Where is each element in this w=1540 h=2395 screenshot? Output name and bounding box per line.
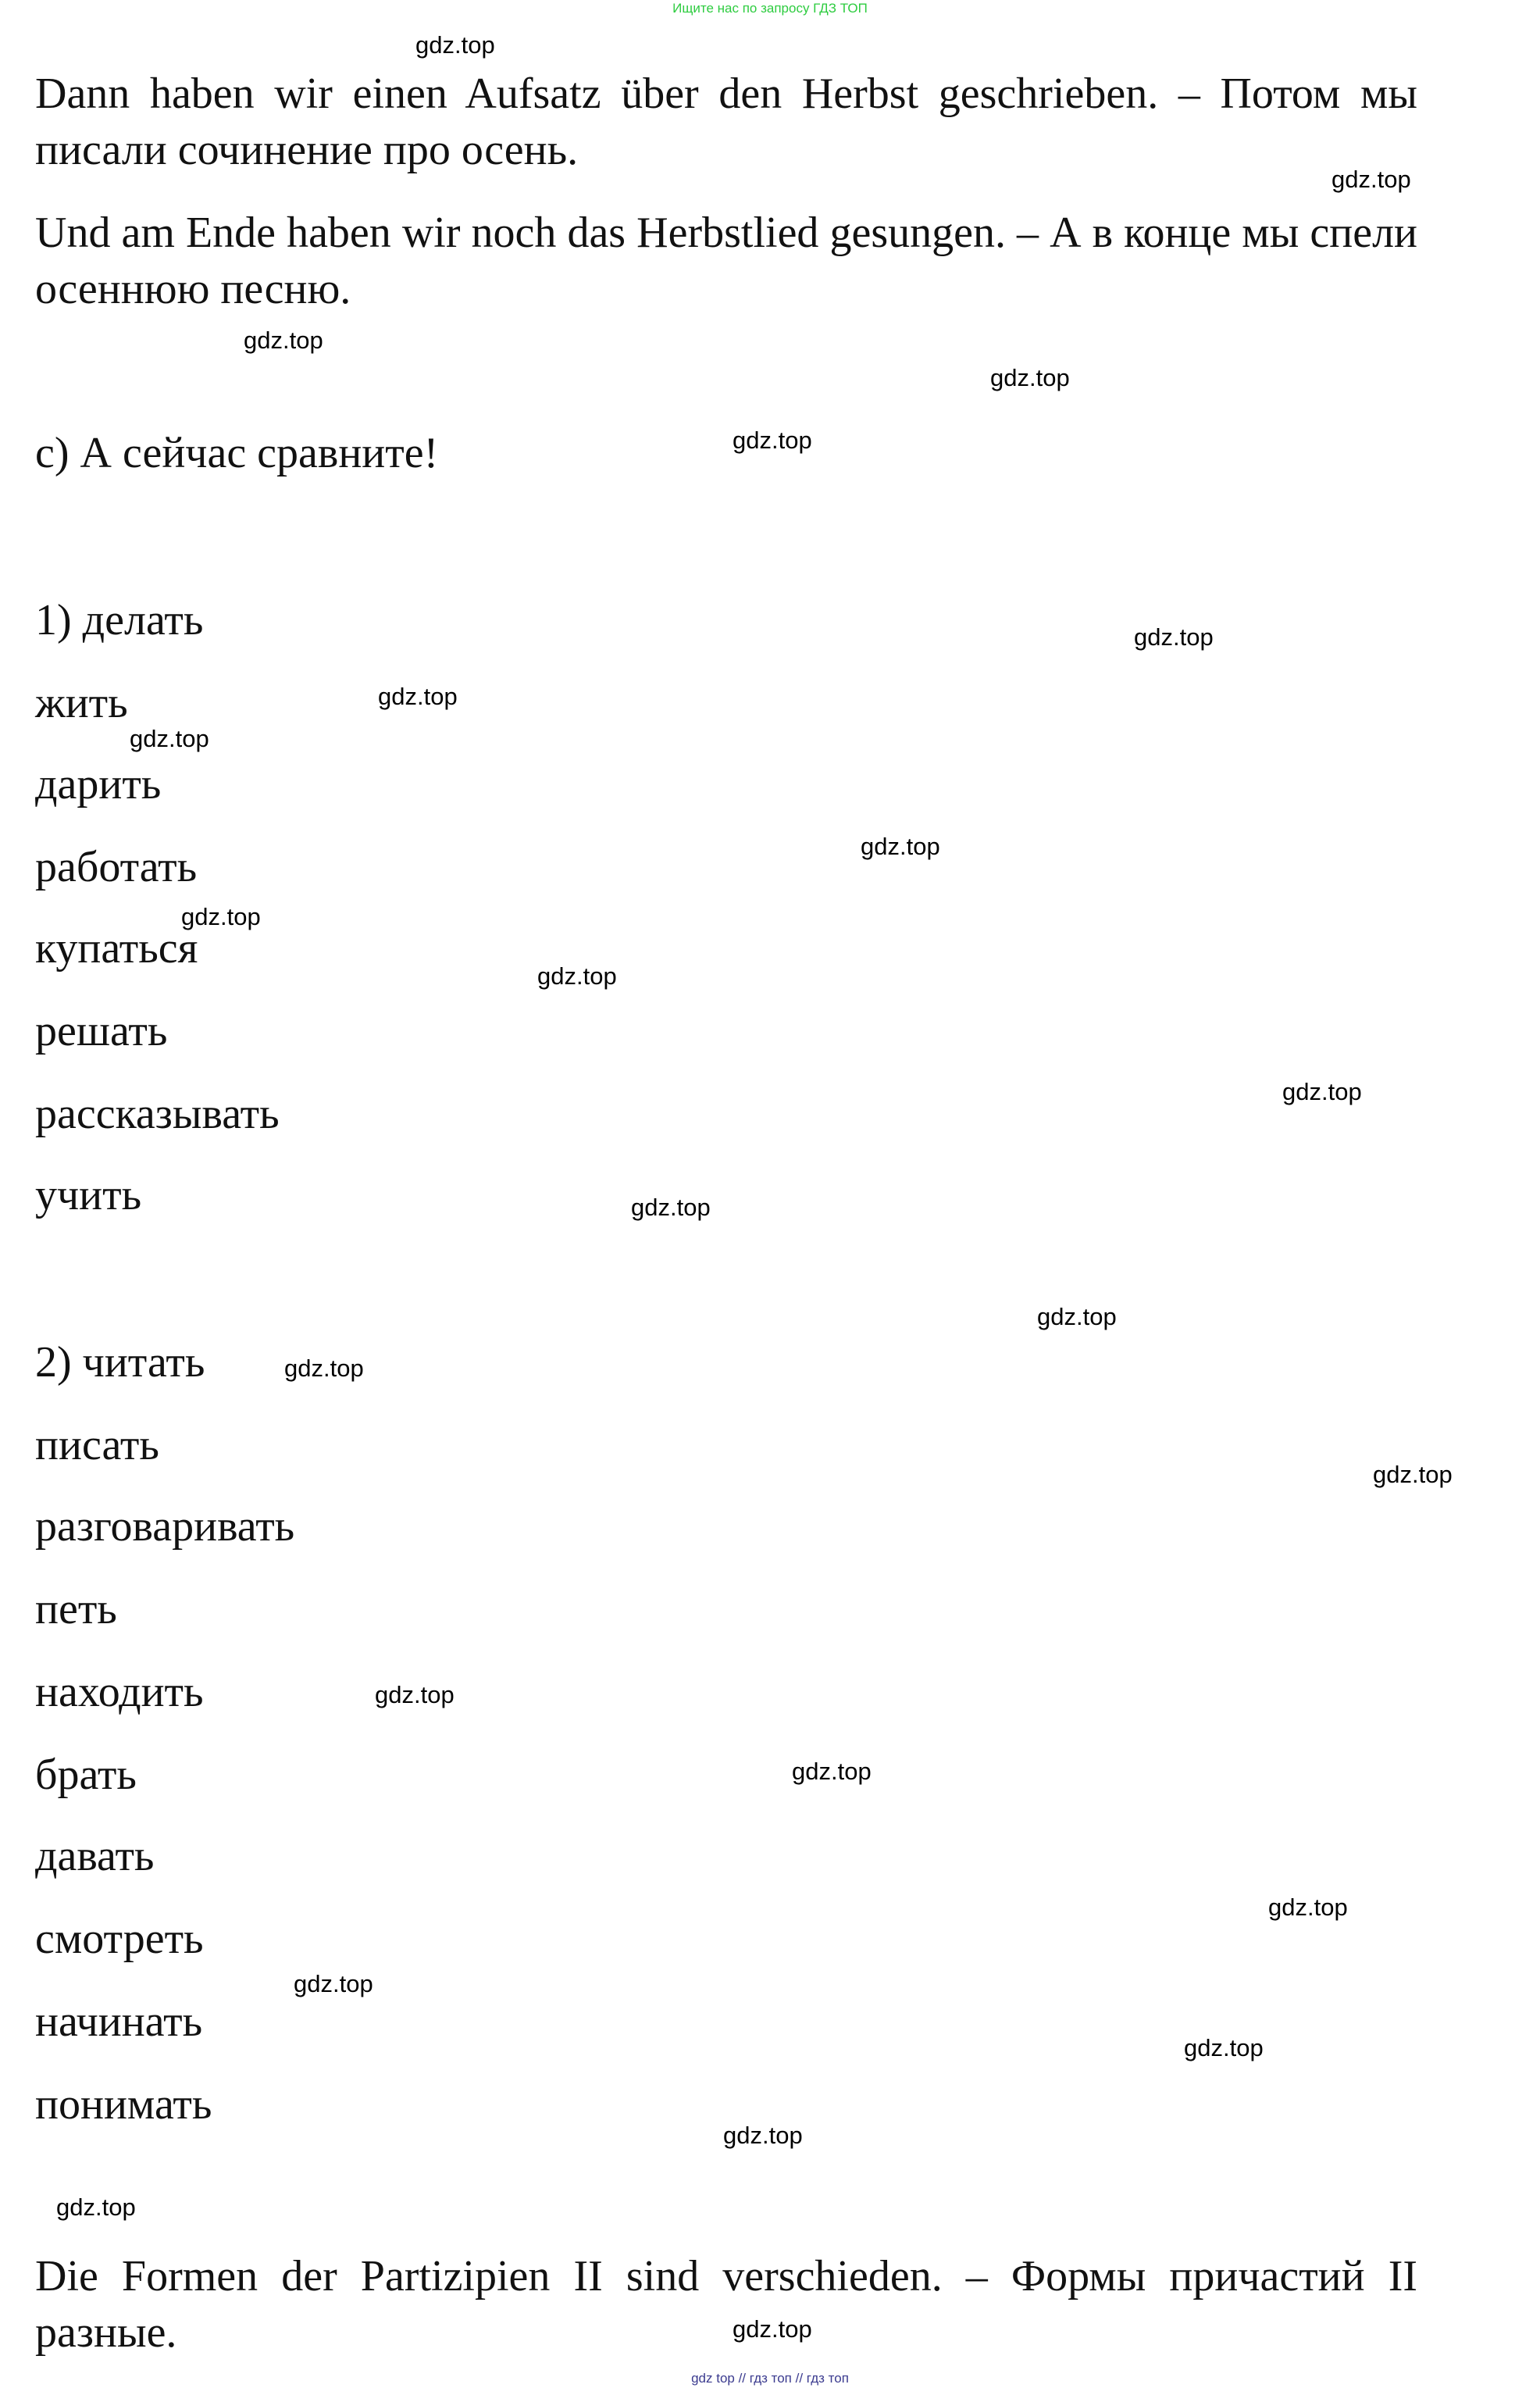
watermark: gdz.top: [244, 327, 323, 354]
watermark: gdz.top: [733, 427, 812, 454]
list-item: рассказывать: [35, 1090, 280, 1138]
list-item: купаться: [35, 924, 198, 973]
footer-links[interactable]: gdz top // гдз топ // гдз топ: [691, 2371, 849, 2386]
watermark: gdz.top: [415, 31, 495, 59]
watermark: gdz.top: [1134, 623, 1214, 651]
list-item: работать: [35, 843, 198, 891]
list-item: брать: [35, 1751, 137, 1799]
watermark: gdz.top: [631, 1194, 711, 1221]
list-item: начинать: [35, 1997, 203, 2046]
list-item: смотреть: [35, 1915, 204, 1963]
list-item: 1) делать: [35, 596, 204, 644]
list-item: 2) читать: [35, 1338, 205, 1387]
watermark: gdz.top: [284, 1355, 364, 1382]
list-item: писать: [35, 1421, 159, 1469]
watermark: gdz.top: [130, 725, 209, 752]
list-item: решать: [35, 1007, 168, 1055]
watermark: gdz.top: [990, 364, 1070, 391]
list-item: давать: [35, 1832, 155, 1880]
list-item: находить: [35, 1668, 204, 1716]
watermark: gdz.top: [181, 903, 261, 930]
list-item: дарить: [35, 760, 162, 808]
watermark: gdz.top: [1331, 166, 1411, 193]
top-banner[interactable]: Ищите нас по запросу ГДЗ ТОП: [672, 1, 868, 16]
watermark: gdz.top: [792, 1758, 872, 1785]
watermark: gdz.top: [1184, 2034, 1264, 2061]
watermark: gdz.top: [1268, 1894, 1348, 1921]
watermark: gdz.top: [1037, 1303, 1117, 1330]
watermark: gdz.top: [1282, 1078, 1362, 1105]
watermark: gdz.top: [294, 1970, 373, 1997]
paragraph-aufsatz: Dann haben wir einen Aufsatz über den Herbst geschrieben. – Потом мы писали сочинение про осень.: [35, 70, 1417, 174]
list-item: жить: [35, 679, 128, 727]
list-item: разговаривать: [35, 1502, 295, 1551]
watermark: gdz.top: [861, 833, 940, 860]
watermark: gdz.top: [375, 1681, 455, 1708]
watermark: gdz.top: [378, 683, 458, 710]
watermark: gdz.top: [733, 2315, 812, 2343]
list-item: учить: [35, 1171, 142, 1219]
section-c-heading: с) А сейчас сравните!: [35, 429, 439, 477]
list-item: понимать: [35, 2080, 212, 2129]
watermark: gdz.top: [723, 2122, 803, 2149]
watermark: gdz.top: [1373, 1461, 1453, 1488]
list-item: петь: [35, 1585, 117, 1633]
watermark: gdz.top: [56, 2193, 136, 2221]
paragraph-herbstlied: Und am Ende haben wir noch das Herbstlied gesungen. – А в конце мы спели осеннюю песню.: [35, 209, 1417, 313]
conclusion-paragraph: Die Formen der Partizipien II sind verschieden. – Формы причастий II разные.: [35, 2252, 1417, 2357]
watermark: gdz.top: [537, 962, 617, 990]
